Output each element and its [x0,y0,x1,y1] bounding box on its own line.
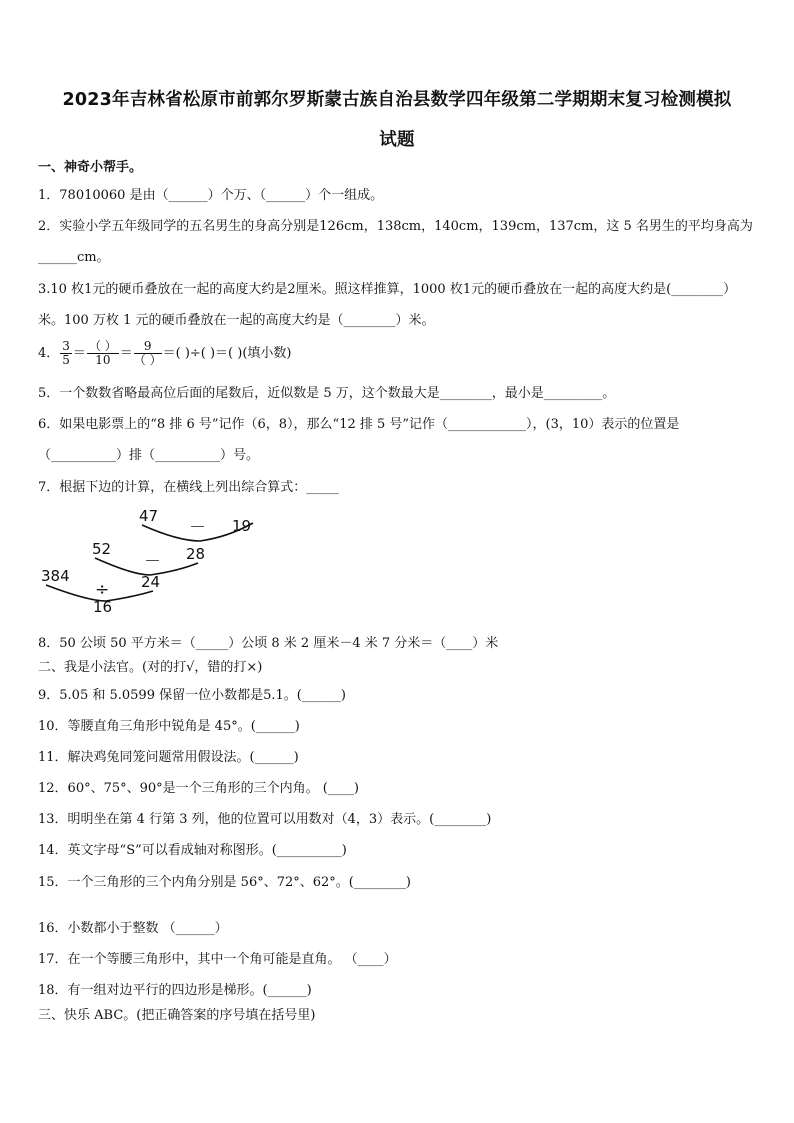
question-1: 1．78010060 是由（______）个万、（______）个一组成。 [38,188,384,203]
page-title-line1: 2023年吉林省松原市前郭尔罗斯蒙古族自治县数学四年级第二学期期末复习检测模拟 [62,90,732,110]
page-title-line2: 试题 [379,130,415,150]
section-heading-3: 三、快乐 ABC。(把正确答案的序号填在括号里) [38,1008,316,1023]
diagram-minus-middle: － [144,552,161,572]
question-11: 11．解决鸡兔同笼问题常用假设法。(______) [38,750,299,765]
calculation-tree-diagram [38,505,278,620]
fraction-3: $\frac{9}{( )}$ [133,339,162,367]
question-3-line1: 3.10 枚1元的硬币叠放在一起的高度大约是2厘米。照这样推算，1000 枚1元的硬币叠放在一起的高度大约是(________） [38,282,737,297]
question-9: 9．5.05 和 5.0599 保留一位小数都是5.1。(______) [38,688,346,703]
question-10: 10．等腰直角三角形中锐角是 45°。(______) [38,719,300,734]
question-4-tail: ＝( )÷( )＝( )(填小数) [162,346,292,361]
question-7: 7．根据下边的计算，在横线上列出综合算式：_____ [38,480,339,495]
question-8: 8．50 公顷 50 平方米＝（_____）公顷 8 米 2 厘米－4 米 7 分米＝（____）米 [38,636,499,651]
question-5: 5．一个数数省略最高位后面的尾数后，近似数是 5 万，这个数最大是________，最小是_________。 [38,386,616,401]
diagram-number-19: 19 [232,517,252,535]
question-13: 13．明明坐在第 4 行第 3 列，他的位置可以用数对（4，3）表示。(________) [38,812,492,827]
question-2-line1: 2．实验小学五年级同学的五名男生的身高分别是126cm，138cm，140cm，139cm，137cm，这 5 名男生的平均身高为 [38,219,753,234]
question-6-line1: 6．如果电影票上的“8 排 6 号”记作（6，8），那么“12 排 5 号”记作（____________），(3，10）表示的位置是 [38,417,680,432]
question-15: 15．一个三角形的三个内角分别是 56°、72°、62°。(________) [38,875,411,890]
question-4: 4． $\frac{3}{5}$ ＝ $\frac{( )}{10}$ ＝ $\frac{9}{( )}$ ＝( )÷( )＝( )(填小数) [38,339,292,367]
diagram-number-24: 24 [141,573,161,591]
fraction-1: $\frac{3}{5}$ [62,339,70,367]
question-16: 16．小数都小于整数 （______） [38,921,228,936]
question-3-line2: 米。100 万枚 1 元的硬币叠放在一起的高度大约是（________）米。 [38,313,435,328]
fraction-2: $\frac{( )}{10}$ [88,339,117,367]
diagram-minus-top: － [189,518,206,538]
question-2-line2: ______cm。 [38,250,110,265]
diagram-divide: ÷ [95,580,110,600]
diagram-number-52: 52 [92,540,112,558]
question-18: 18．有一组对边平行的四边形是梯形。(______) [38,983,312,998]
diagram-number-28: 28 [186,545,206,563]
diagram-number-47: 47 [139,507,159,525]
question-14: 14．英文字母“S”可以看成轴对称图形。(__________) [38,843,347,858]
section-heading-1: 一、神奇小帮手。 [38,160,143,175]
question-12: 12．60°、75°、90°是一个三角形的三个内角。 (____) [38,781,359,796]
question-6-line2: （__________）排（__________）号。 [38,448,260,463]
diagram-number-16: 16 [93,598,113,616]
question-17: 17．在一个等腰三角形中，其中一个角可能是直角。 （____） [38,952,397,967]
question-4-number: 4． [38,346,60,361]
section-heading-2: 二、我是小法官。(对的打√，错的打×) [38,660,263,675]
diagram-number-384: 384 [41,567,70,585]
